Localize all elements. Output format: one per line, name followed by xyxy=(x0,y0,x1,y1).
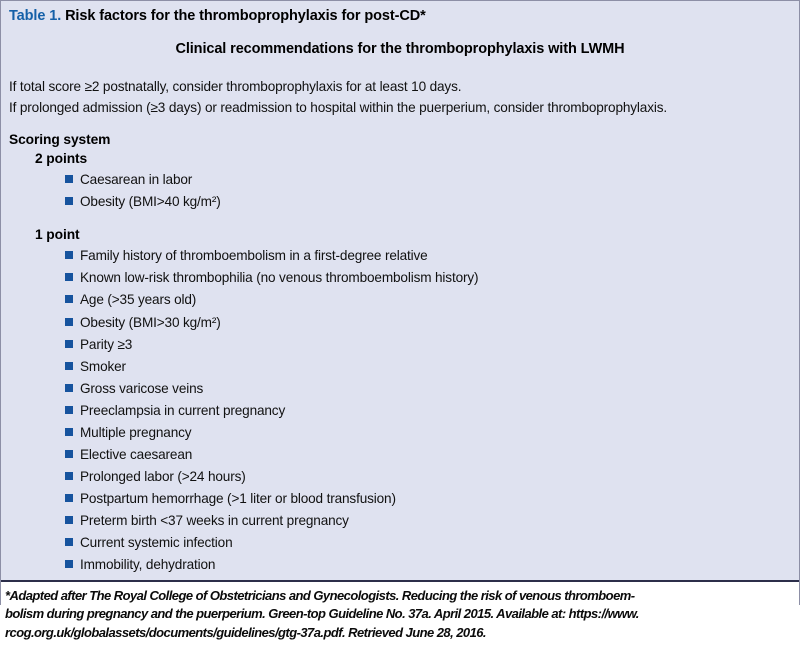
list-item xyxy=(65,312,791,334)
list-item-label: Gross varicose veins xyxy=(80,380,204,396)
square-bullet-icon xyxy=(65,516,73,524)
square-bullet-icon xyxy=(65,428,73,436)
list-item xyxy=(65,267,791,289)
list-item xyxy=(65,191,791,213)
list-item xyxy=(65,554,791,576)
list-item-label: Preterm birth <37 weeks in current pregnancy xyxy=(80,512,349,528)
footnote-block xyxy=(1,580,799,646)
scoring-group-1-point xyxy=(35,225,791,575)
recommendation-line: If total score ≥2 postnatally, consider thromboprophylaxis for at least 10 days. xyxy=(9,78,462,94)
list-item xyxy=(65,334,791,356)
scoring-system-heading: Scoring system xyxy=(9,131,111,147)
list-item-label: Immobility, dehydration xyxy=(80,556,216,572)
list-item-label: Elective caesarean xyxy=(80,446,193,462)
list-item xyxy=(65,532,791,554)
list-item-label: Known low-risk thrombophilia (no venous thromboembolism history) xyxy=(80,270,479,286)
square-bullet-icon xyxy=(65,362,73,370)
square-bullet-icon xyxy=(65,295,73,303)
list-item-label: Prolonged labor (>24 hours) xyxy=(80,468,246,484)
list-item-label: Postpartum hemorrhage (>1 liter or blood transfusion) xyxy=(80,490,396,506)
square-bullet-icon xyxy=(65,538,73,546)
list-item xyxy=(65,444,791,466)
list-item-label: Parity ≥3 xyxy=(80,336,133,352)
footnote-line: *Adapted after The Royal College of Obstetricians and Gynecologists. Reducing the risk of venous thromboem- xyxy=(5,587,635,603)
list-item xyxy=(65,378,791,400)
scoring-system-block xyxy=(1,125,799,580)
square-bullet-icon xyxy=(65,494,73,502)
recommendation-line: If prolonged admission (≥3 days) or readmission to hospital within the puerperium, consider thromboprophylaxis. xyxy=(9,99,667,115)
list-item-label: Multiple pregnancy xyxy=(80,424,192,440)
recommendations-block xyxy=(1,68,799,125)
scoring-group-2-points xyxy=(35,149,791,213)
list-item xyxy=(65,510,791,532)
square-bullet-icon xyxy=(65,197,73,205)
column-header: Clinical recommendations for the thromboprophylaxis with LWMH xyxy=(175,40,625,57)
table-caption xyxy=(1,1,799,31)
list-item xyxy=(65,289,791,311)
table-title: Risk factors for the thromboprophylaxis for post-CD* xyxy=(65,8,426,24)
square-bullet-icon xyxy=(65,472,73,480)
list-item xyxy=(65,400,791,422)
footnote-line: rcog.org.uk/globalassets/documents/guidelines/gtg-37a.pdf. Retrieved June 28, 2016. xyxy=(5,624,486,640)
list-item-label: Obesity (BMI>30 kg/m²) xyxy=(80,314,221,330)
table-number-label: Table 1. xyxy=(9,8,62,24)
square-bullet-icon xyxy=(65,340,73,348)
square-bullet-icon xyxy=(65,384,73,392)
list-item-label: Family history of thromboembolism in a first-degree relative xyxy=(80,248,428,264)
square-bullet-icon xyxy=(65,450,73,458)
group-heading: 1 point xyxy=(35,227,80,243)
square-bullet-icon xyxy=(65,318,73,326)
footnote-line: bolism during pregnancy and the puerperium. Green-top Guideline No. 37a. April 2015. Available at: https://www. xyxy=(5,606,639,622)
list-item xyxy=(65,245,791,267)
list-item-label: Current systemic infection xyxy=(80,534,233,550)
list-item xyxy=(65,488,791,510)
list-item-label: Smoker xyxy=(80,358,126,374)
square-bullet-icon xyxy=(65,406,73,414)
list-item xyxy=(65,422,791,444)
group-item-list xyxy=(35,245,791,575)
list-item-label: Caesarean in labor xyxy=(80,172,193,188)
square-bullet-icon xyxy=(65,560,73,568)
group-item-list xyxy=(35,169,791,213)
list-item-label: Age (>35 years old) xyxy=(80,292,197,308)
list-item xyxy=(65,466,791,488)
square-bullet-icon xyxy=(65,175,73,183)
list-item-label: Preeclampsia in current pregnancy xyxy=(80,402,286,418)
square-bullet-icon xyxy=(65,273,73,281)
square-bullet-icon xyxy=(65,251,73,259)
list-item-label: Obesity (BMI>40 kg/m²) xyxy=(80,194,221,210)
list-item xyxy=(65,356,791,378)
group-heading: 2 points xyxy=(35,151,88,167)
list-item xyxy=(65,169,791,191)
